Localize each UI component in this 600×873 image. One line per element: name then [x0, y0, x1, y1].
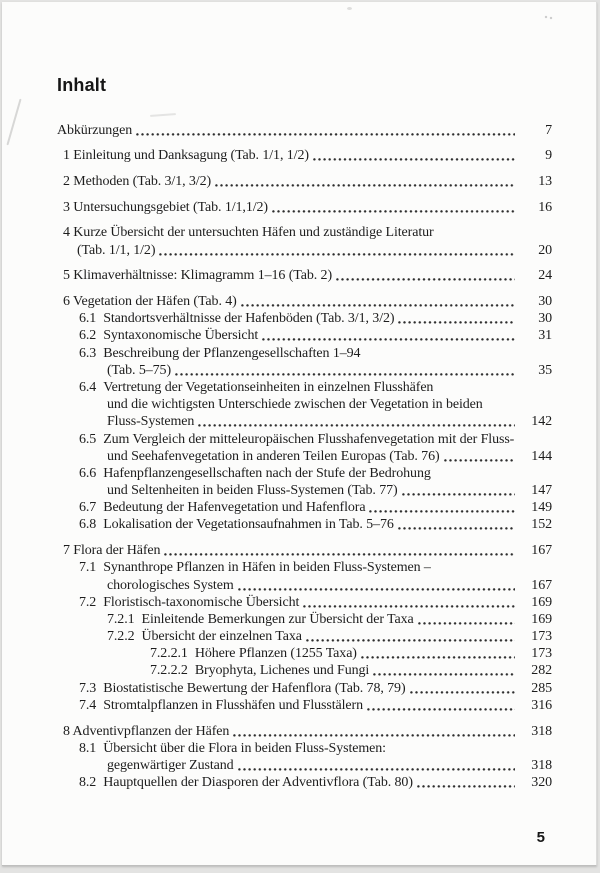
- toc-entry-number: 6.6: [79, 465, 97, 481]
- dot-leader: [410, 691, 515, 694]
- toc-entry-title: 3 Untersuchungsgebiet (Tab. 1/1,1/2): [63, 199, 268, 215]
- dot-leader: [159, 253, 515, 256]
- toc-line: [57, 430, 552, 447]
- toc-entry-title: und Seltenheiten in beiden Fluss-Systemen (Tab. 77): [107, 483, 398, 499]
- toc-line: [57, 628, 552, 645]
- toc-line: [57, 122, 552, 139]
- scan-artifact-pencil-stroke: [6, 99, 21, 146]
- toc-line: [57, 147, 552, 164]
- toc-page-number: 282: [531, 663, 552, 679]
- toc-entry-title: und die wichtigsten Unterschiede zwischen der Vegetation in beiden: [107, 397, 483, 413]
- toc-entry: [57, 499, 552, 516]
- dot-leader: [238, 768, 515, 771]
- dot-leader: [238, 588, 515, 591]
- dot-leader: [418, 622, 515, 625]
- toc-line: [57, 740, 552, 757]
- toc-entry: [57, 147, 552, 164]
- toc: [57, 113, 552, 791]
- dot-leader: [262, 338, 515, 341]
- toc-page-number: 147: [531, 483, 552, 499]
- dot-leader: [303, 605, 515, 608]
- toc-page-number: 320: [531, 775, 552, 791]
- toc-entry-number: 7.1: [79, 560, 97, 576]
- toc-entry: [57, 173, 552, 190]
- dot-leader: [198, 424, 515, 427]
- dot-leader: [215, 184, 515, 187]
- toc-entry-title: Syntaxonomische Übersicht: [103, 328, 259, 344]
- toc-entry-number: 7.2.2: [107, 629, 135, 645]
- toc-entry-number: 7.2.2.2: [150, 663, 188, 679]
- toc-page-number: 316: [531, 697, 552, 713]
- toc-entry-number: 7.2: [79, 594, 97, 610]
- toc-page-number: 285: [531, 680, 552, 696]
- toc-entry-title: Bryophyta, Lichenes und Fungi: [194, 663, 370, 679]
- toc-entry-number: 6.8: [79, 517, 97, 533]
- toc-entry: [57, 379, 552, 431]
- toc-entry-title: 8 Adventivpflanzen der Häfen: [63, 723, 230, 739]
- toc-page-number: 13: [538, 174, 552, 190]
- toc-page-number: 167: [531, 543, 552, 559]
- dot-leader: [336, 278, 515, 281]
- dot-leader: [175, 373, 515, 376]
- toc-entry-title: Bedeutung der Hafenvegetation und Hafenflora: [103, 500, 366, 516]
- toc-entry: [57, 293, 552, 310]
- toc-entry-title: Stromtalpflanzen in Flusshäfen und Flusstälern: [103, 697, 364, 713]
- toc-entry: [57, 611, 552, 628]
- toc-page-number: 30: [538, 294, 552, 309]
- toc-entry: [57, 122, 552, 139]
- toc-entry-title: 2 Methoden (Tab. 3/1, 3/2): [63, 174, 212, 190]
- toc-line: [57, 516, 552, 533]
- toc-line: [57, 396, 552, 413]
- toc-entry-title: 5 Klimaverhältnisse: Klimagramm 1–16 (Tab. 2): [63, 268, 333, 284]
- dot-leader: [402, 493, 515, 496]
- toc-line: [57, 362, 552, 379]
- dot-leader: [164, 553, 515, 556]
- dot-leader: [361, 656, 515, 659]
- page-surface: [2, 2, 597, 866]
- toc-entry: [57, 662, 552, 679]
- toc-entry-title: Abkürzungen: [57, 122, 133, 138]
- toc-line: [57, 413, 552, 430]
- toc-line: [57, 757, 552, 774]
- toc-entry-title: Übersicht der einzelnen Taxa: [141, 629, 302, 645]
- dot-leader: [398, 527, 515, 530]
- toc-line: [57, 224, 552, 241]
- toc-line: [57, 774, 552, 791]
- toc-entry: [57, 224, 552, 258]
- toc-line: [57, 310, 552, 327]
- toc-line: [57, 327, 552, 344]
- toc-entry-number: 7.3: [79, 680, 97, 696]
- toc-line: [57, 722, 552, 739]
- dot-leader: [241, 304, 515, 307]
- toc-entry-title: 1 Einleitung und Danksagung (Tab. 1/1, 1/2): [63, 148, 309, 164]
- toc-entry: [57, 310, 552, 327]
- toc-entry-title: Höhere Pflanzen (1255 Taxa): [194, 646, 357, 662]
- toc-entry-number: 6.7: [79, 500, 97, 516]
- toc-entry: [57, 722, 552, 739]
- toc-entry: [57, 430, 552, 464]
- page-title: Inhalt: [57, 75, 107, 95]
- toc-page-number: 30: [538, 311, 552, 327]
- toc-line: [57, 611, 552, 628]
- toc-line: [57, 559, 552, 576]
- toc-entry-title: und Seehafenvegetation in anderen Teilen Europas (Tab. 76): [107, 448, 440, 464]
- toc-page-number: 144: [531, 448, 552, 464]
- toc-line: [57, 697, 552, 714]
- toc-entry-title: Biostatistische Bewertung der Hafenflora (Tab. 78, 79): [103, 680, 406, 696]
- dot-leader: [398, 321, 515, 324]
- toc-entry-title: Zum Vergleich der mitteleuropäischen Flusshafenvegetation mit der Fluss-: [103, 431, 515, 447]
- toc-entry-title: Floristisch-taxonomische Übersicht: [103, 594, 300, 610]
- dot-leader: [233, 734, 515, 737]
- toc-entry: [57, 645, 552, 662]
- toc-page-number: 9: [545, 148, 552, 164]
- dot-leader: [306, 639, 515, 642]
- toc-line: [57, 293, 552, 310]
- toc-entry: [57, 542, 552, 559]
- toc-entry-number: 8.1: [79, 740, 97, 756]
- toc-entry: [57, 267, 552, 284]
- toc-entry: [57, 465, 552, 499]
- toc-line: [57, 482, 552, 499]
- toc-entry: [57, 516, 552, 533]
- toc-entry-number: 6.1: [79, 311, 97, 327]
- page-folio-number: 5: [536, 829, 545, 846]
- toc-entry-number: 6.3: [79, 345, 97, 361]
- toc-line: [57, 594, 552, 611]
- toc-entry: [57, 199, 552, 216]
- dot-leader: [313, 158, 515, 161]
- dot-leader: [136, 133, 515, 136]
- toc-entry-title: Hafenpflanzengesellschaften nach der Stufe der Bedrohung: [103, 465, 431, 481]
- toc-page-number: 31: [538, 328, 552, 344]
- toc-entry: [57, 628, 552, 645]
- toc-entry-title: Vertretung der Vegetationseinheiten in einzelnen Flusshäfen: [103, 379, 434, 395]
- toc-entry-title: 4 Kurze Übersicht der untersuchten Häfen und zuständige Literatur: [63, 225, 434, 241]
- toc-entry-number: 7.2.2.1: [150, 646, 188, 662]
- toc-line: [57, 448, 552, 465]
- toc-line: [57, 576, 552, 593]
- toc-page-number: 24: [538, 268, 552, 284]
- toc-entry-title: gegenwärtiger Zustand: [107, 757, 234, 773]
- toc-entry-title: chorologisches System: [107, 577, 234, 593]
- toc-entry-number: 6.5: [79, 431, 97, 447]
- toc-line: [57, 173, 552, 190]
- dot-leader: [417, 785, 515, 788]
- dot-leader: [444, 459, 515, 462]
- toc-page-number: 149: [531, 500, 552, 516]
- toc-entry-title: Einleitende Bemerkungen zur Übersicht der Taxa: [141, 611, 414, 627]
- toc-entry-title: Lokalisation der Vegetationsaufnahmen in Tab. 5–76: [103, 517, 394, 533]
- toc-page-number: 142: [531, 414, 552, 430]
- toc-entry: [57, 774, 552, 791]
- toc-entry: [57, 679, 552, 696]
- toc-entry: [57, 559, 552, 593]
- toc-entry-title: 6 Vegetation der Häfen (Tab. 4): [63, 294, 237, 309]
- toc-line: [57, 662, 552, 679]
- toc-page-number: 169: [531, 594, 552, 610]
- toc-line: [57, 379, 552, 396]
- toc-page-number: 167: [531, 577, 552, 593]
- toc-page-number: 318: [531, 723, 552, 739]
- toc-line: [57, 465, 552, 482]
- toc-entry: [57, 594, 552, 611]
- dot-leader: [369, 510, 515, 513]
- toc-entry-title: (Tab. 1/1, 1/2): [77, 242, 156, 258]
- toc-line: [57, 645, 552, 662]
- toc-line: [57, 241, 552, 258]
- toc-entry-number: 6.2: [79, 328, 97, 344]
- dot-leader: [272, 210, 515, 213]
- toc-entry-number: 7.4: [79, 697, 97, 713]
- toc-line: [57, 344, 552, 361]
- toc-line: [57, 199, 552, 216]
- toc-page-number: 35: [538, 362, 552, 378]
- toc-line: [57, 542, 552, 559]
- toc-entry-number: 8.2: [79, 775, 97, 791]
- dot-leader: [367, 708, 515, 711]
- toc-entry-title: Beschreibung der Pflanzengesellschaften 1–94: [103, 345, 361, 361]
- toc-entry: [57, 740, 552, 774]
- toc-page-number: 169: [531, 611, 552, 627]
- toc-line: [57, 267, 552, 284]
- toc-entry: [57, 344, 552, 378]
- toc-entry-title: 7 Flora der Häfen: [63, 543, 161, 559]
- dot-leader: [373, 673, 515, 676]
- toc-entry-title: Standortsverhältnisse der Hafenböden (Tab. 3/1, 3/2): [103, 311, 395, 327]
- toc-entry-title: Synanthrope Pflanzen in Häfen in beiden Fluss-Systemen –: [103, 560, 431, 576]
- scan-artifact-speck: [347, 7, 352, 10]
- toc-page-number: 7: [545, 122, 552, 138]
- toc-page-number: 20: [538, 242, 552, 258]
- toc-entry-title: Hauptquellen der Diasporen der Adventivflora (Tab. 80): [103, 775, 413, 791]
- toc-entry-title: Übersicht über die Flora in beiden Fluss-Systemen:: [103, 740, 386, 756]
- toc-line: [57, 679, 552, 696]
- toc-entry-number: 7.2.1: [107, 611, 135, 627]
- toc-entry: [57, 327, 552, 344]
- toc-page-number: 173: [531, 629, 552, 645]
- toc-entry-title: (Tab. 5–75): [107, 362, 172, 378]
- toc-page-number: 173: [531, 646, 552, 662]
- toc-entry: [57, 697, 552, 714]
- toc-entry-number: 6.4: [79, 379, 97, 395]
- toc-page-number: 16: [538, 199, 552, 215]
- toc-line: [57, 499, 552, 516]
- toc-page-number: 318: [531, 757, 552, 773]
- toc-entry-title: Fluss-Systemen: [107, 414, 195, 430]
- scan-artifact-pencil-mark: [544, 14, 554, 21]
- toc-page-number: 152: [531, 517, 552, 533]
